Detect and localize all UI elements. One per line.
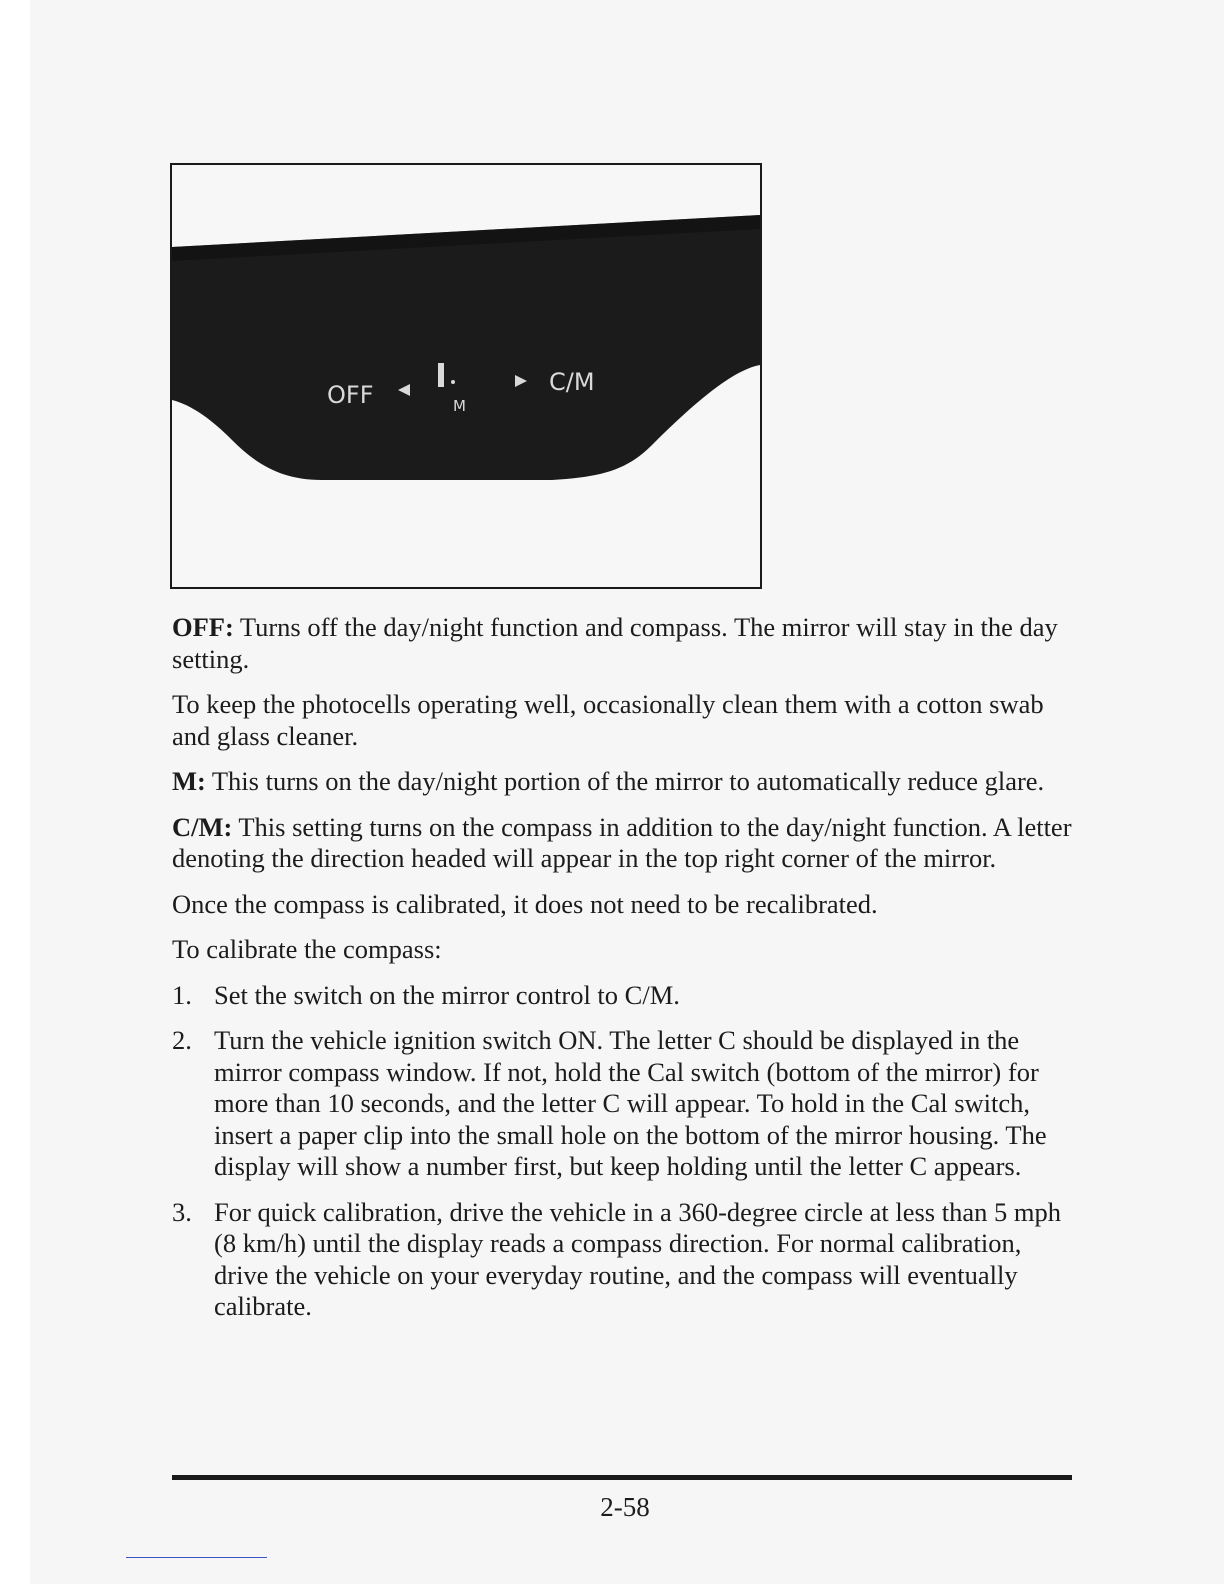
term-off: OFF: bbox=[172, 612, 234, 642]
label-m: M bbox=[453, 397, 466, 415]
paragraph-calibrated bbox=[172, 889, 1077, 921]
term-m: M: bbox=[172, 766, 206, 796]
list-item bbox=[172, 1025, 1077, 1183]
page-number: 2-58 bbox=[600, 1492, 650, 1522]
footer-rule bbox=[172, 1475, 1072, 1480]
paragraph-cm-text: This setting turns on the compass in addition to the day/night function. A letter denoting the direction headed will appear in the top right corner of the mirror. bbox=[172, 811, 1072, 873]
step-text: Turn the vehicle ignition switch ON. The letter C should be displayed in the mirror compass window. If not, hold the Cal switch (bottom of the mirror) for more than 10 seconds, and the letter C will appear. To hold in the Cal switch, insert a paper clip into the small hole on the bottom of the mirror housing. The display will show a number first, but keep holding until the letter C appears. bbox=[214, 1025, 1047, 1181]
label-cm: C/M bbox=[549, 368, 595, 396]
paragraph-calibrated-text: Once the compass is calibrated, it does not need to be recalibrated. bbox=[172, 888, 878, 919]
step-text: Set the switch on the mirror control to C/M. bbox=[214, 979, 680, 1010]
paragraph-m bbox=[172, 766, 1077, 798]
paragraph-to-calibrate bbox=[172, 934, 1077, 966]
mirror-control-illustration bbox=[170, 163, 762, 589]
calibration-steps bbox=[172, 980, 1077, 1323]
footer-link-underline bbox=[126, 1557, 267, 1558]
paragraph-photocells-text: To keep the photocells operating well, occasionally clean them with a cotton swab and glass cleaner. bbox=[172, 689, 1044, 751]
list-item bbox=[172, 1197, 1077, 1323]
paragraph-m-text: This turns on the day/night portion of the mirror to automatically reduce glare. bbox=[211, 766, 1045, 796]
switch-lever-icon bbox=[438, 363, 444, 387]
list-item bbox=[172, 980, 1077, 1012]
paragraph-off-text: Turns off the day/night function and compass. The mirror will stay in the day setting. bbox=[172, 612, 1058, 674]
paragraph-photocells bbox=[172, 689, 1077, 752]
term-cm: C/M: bbox=[172, 811, 233, 842]
mirror-control-svg bbox=[172, 165, 760, 587]
step-text: For quick calibration, drive the vehicle in a 360-degree circle at less than 5 mph (8 km/h) until the display reads a compass direction. For normal calibration, drive the vehicle on your everyday routine, and the compass will eventually calibrate. bbox=[214, 1196, 1061, 1321]
paragraph-cm bbox=[172, 812, 1077, 875]
step-number: 1. bbox=[172, 979, 192, 1010]
paragraph-off bbox=[172, 612, 1077, 675]
step-number: 3. bbox=[172, 1196, 192, 1227]
step-number: 2. bbox=[172, 1025, 192, 1055]
paragraph-to-calibrate-text: To calibrate the compass: bbox=[172, 934, 442, 964]
body-text bbox=[172, 612, 1077, 1337]
label-off: OFF bbox=[327, 381, 374, 409]
